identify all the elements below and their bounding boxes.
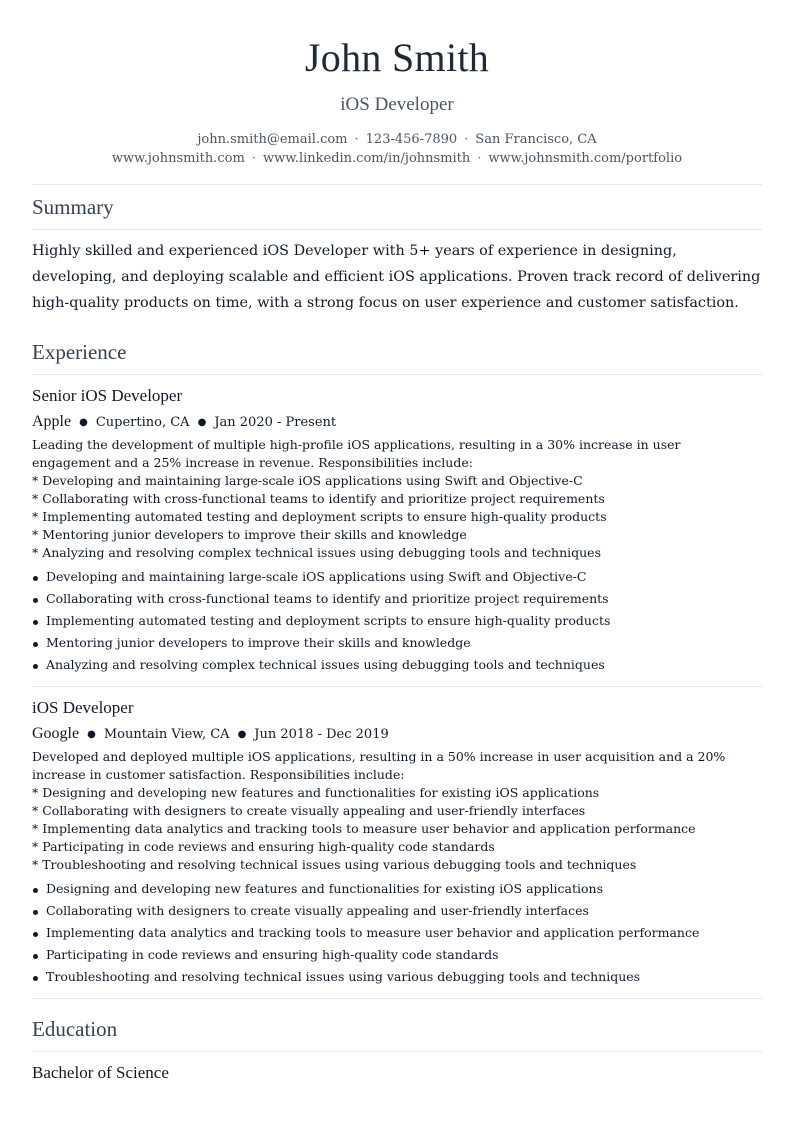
- bullet-dot-icon: ●: [237, 728, 247, 740]
- list-item: Implementing automated testing and deployment scripts to ensure high-quality products: [32, 610, 762, 632]
- resume-header: [32, 0, 762, 168]
- job-description-item: * Designing and developing new features and functionalities for existing iOS applications: [32, 785, 600, 800]
- bullet-dot-icon: ●: [197, 416, 207, 428]
- job-description-item: * Mentoring junior developers to improve their skills and knowledge: [32, 527, 467, 542]
- job-dates: Jan 2020 - Present: [214, 415, 337, 430]
- job-title: Senior iOS Developer: [32, 386, 183, 405]
- list-item: Analyzing and resolving complex technical issues using debugging tools and techniques: [32, 654, 762, 676]
- company-name: Google: [32, 725, 80, 742]
- list-item: Participating in code reviews and ensuring high-quality code standards: [32, 944, 762, 966]
- separator: ·: [354, 132, 359, 147]
- job-entry: [32, 375, 762, 687]
- divider: [32, 998, 762, 999]
- section-title-summary: Summary: [32, 195, 114, 219]
- job-description-intro: Developed and deployed multiple iOS applications, resulting in a 50% increase in user acquisition and a 20% increase in customer satisfaction. Responsibilities include:: [32, 749, 726, 782]
- job-description-item: * Collaborating with designers to create visually appealing and user-friendly interfaces: [32, 803, 586, 818]
- job-description-item: * Participating in code reviews and ensuring high-quality code standards: [32, 839, 495, 854]
- candidate-name: John Smith: [304, 35, 490, 80]
- bullet-dot-icon: ●: [79, 416, 88, 428]
- list-item: Collaborating with designers to create visually appealing and user-friendly interfaces: [32, 900, 762, 922]
- job-meta: [32, 721, 762, 748]
- divider: [32, 229, 762, 230]
- job-description-item: * Collaborating with cross-functional teams to identify and prioritize project requirements: [32, 491, 605, 506]
- contact-line-2: [32, 149, 762, 168]
- list-item: Implementing data analytics and tracking tools to measure user behavior and application performance: [32, 922, 762, 944]
- company-name: Apple: [32, 413, 72, 430]
- summary-text: Highly skilled and experienced iOS Developer with 5+ years of experience in designing, developing, and deploying scalable and efficient iOS applications. Proven track record of delivering high-quality products on time, with a strong focus on user experience and customer satisfaction.: [32, 243, 761, 311]
- job-entry: [32, 687, 762, 999]
- candidate-role: iOS Developer: [340, 94, 454, 115]
- phone-number: 123-456-7890: [365, 132, 458, 147]
- list-item: Troubleshooting and resolving technical issues using various debugging tools and techniques: [32, 966, 762, 988]
- separator: ·: [477, 151, 482, 166]
- job-description: [32, 436, 762, 562]
- experience-section: [32, 330, 762, 999]
- portfolio-link[interactable]: www.johnsmith.com/portfolio: [488, 151, 683, 166]
- job-description-item: * Troubleshooting and resolving technical issues using various debugging tools and techniques: [32, 857, 637, 872]
- location: San Francisco, CA: [475, 132, 597, 147]
- job-description-intro: Leading the development of multiple high-profile iOS applications, resulting in a 30% increase in user engagement and a 25% increase in revenue. Responsibilities include:: [32, 437, 681, 470]
- degree-title: Bachelor of Science: [32, 1063, 169, 1082]
- job-bullet-list: [32, 878, 762, 988]
- section-title-education: Education: [32, 1017, 118, 1041]
- job-dates: Jun 2018 - Dec 2019: [254, 727, 389, 742]
- job-description-item: * Developing and maintaining large-scale iOS applications using Swift and Objective-C: [32, 473, 583, 488]
- list-item: Developing and maintaining large-scale iOS applications using Swift and Objective-C: [32, 566, 762, 588]
- job-description-item: * Analyzing and resolving complex technical issues using debugging tools and techniques: [32, 545, 601, 560]
- job-title: iOS Developer: [32, 698, 134, 717]
- job-description-item: * Implementing automated testing and deployment scripts to ensure high-quality products: [32, 509, 607, 524]
- email-link[interactable]: john.smith@email.com: [197, 132, 348, 147]
- separator: ·: [464, 132, 469, 147]
- list-item: Collaborating with cross-functional teams to identify and prioritize project requirements: [32, 588, 762, 610]
- bullet-dot-icon: ●: [87, 728, 96, 740]
- job-description: [32, 748, 762, 874]
- website-link[interactable]: www.johnsmith.com: [111, 151, 245, 166]
- job-location: Mountain View, CA: [103, 727, 230, 742]
- separator: ·: [251, 151, 256, 166]
- list-item: Designing and developing new features and functionalities for existing iOS applications: [32, 878, 762, 900]
- linkedin-link[interactable]: www.linkedin.com/in/johnsmith: [262, 151, 471, 166]
- contact-line-1: [32, 130, 762, 149]
- job-bullet-list: [32, 566, 762, 676]
- section-title-experience: Experience: [32, 340, 127, 364]
- job-location: Cupertino, CA: [95, 415, 190, 430]
- education-section: [32, 1007, 762, 1086]
- divider: [32, 1051, 762, 1052]
- list-item: Mentoring junior developers to improve their skills and knowledge: [32, 632, 762, 654]
- job-description-item: * Implementing data analytics and tracking tools to measure user behavior and application performance: [32, 821, 696, 836]
- summary-section: [32, 185, 762, 316]
- job-meta: [32, 409, 762, 436]
